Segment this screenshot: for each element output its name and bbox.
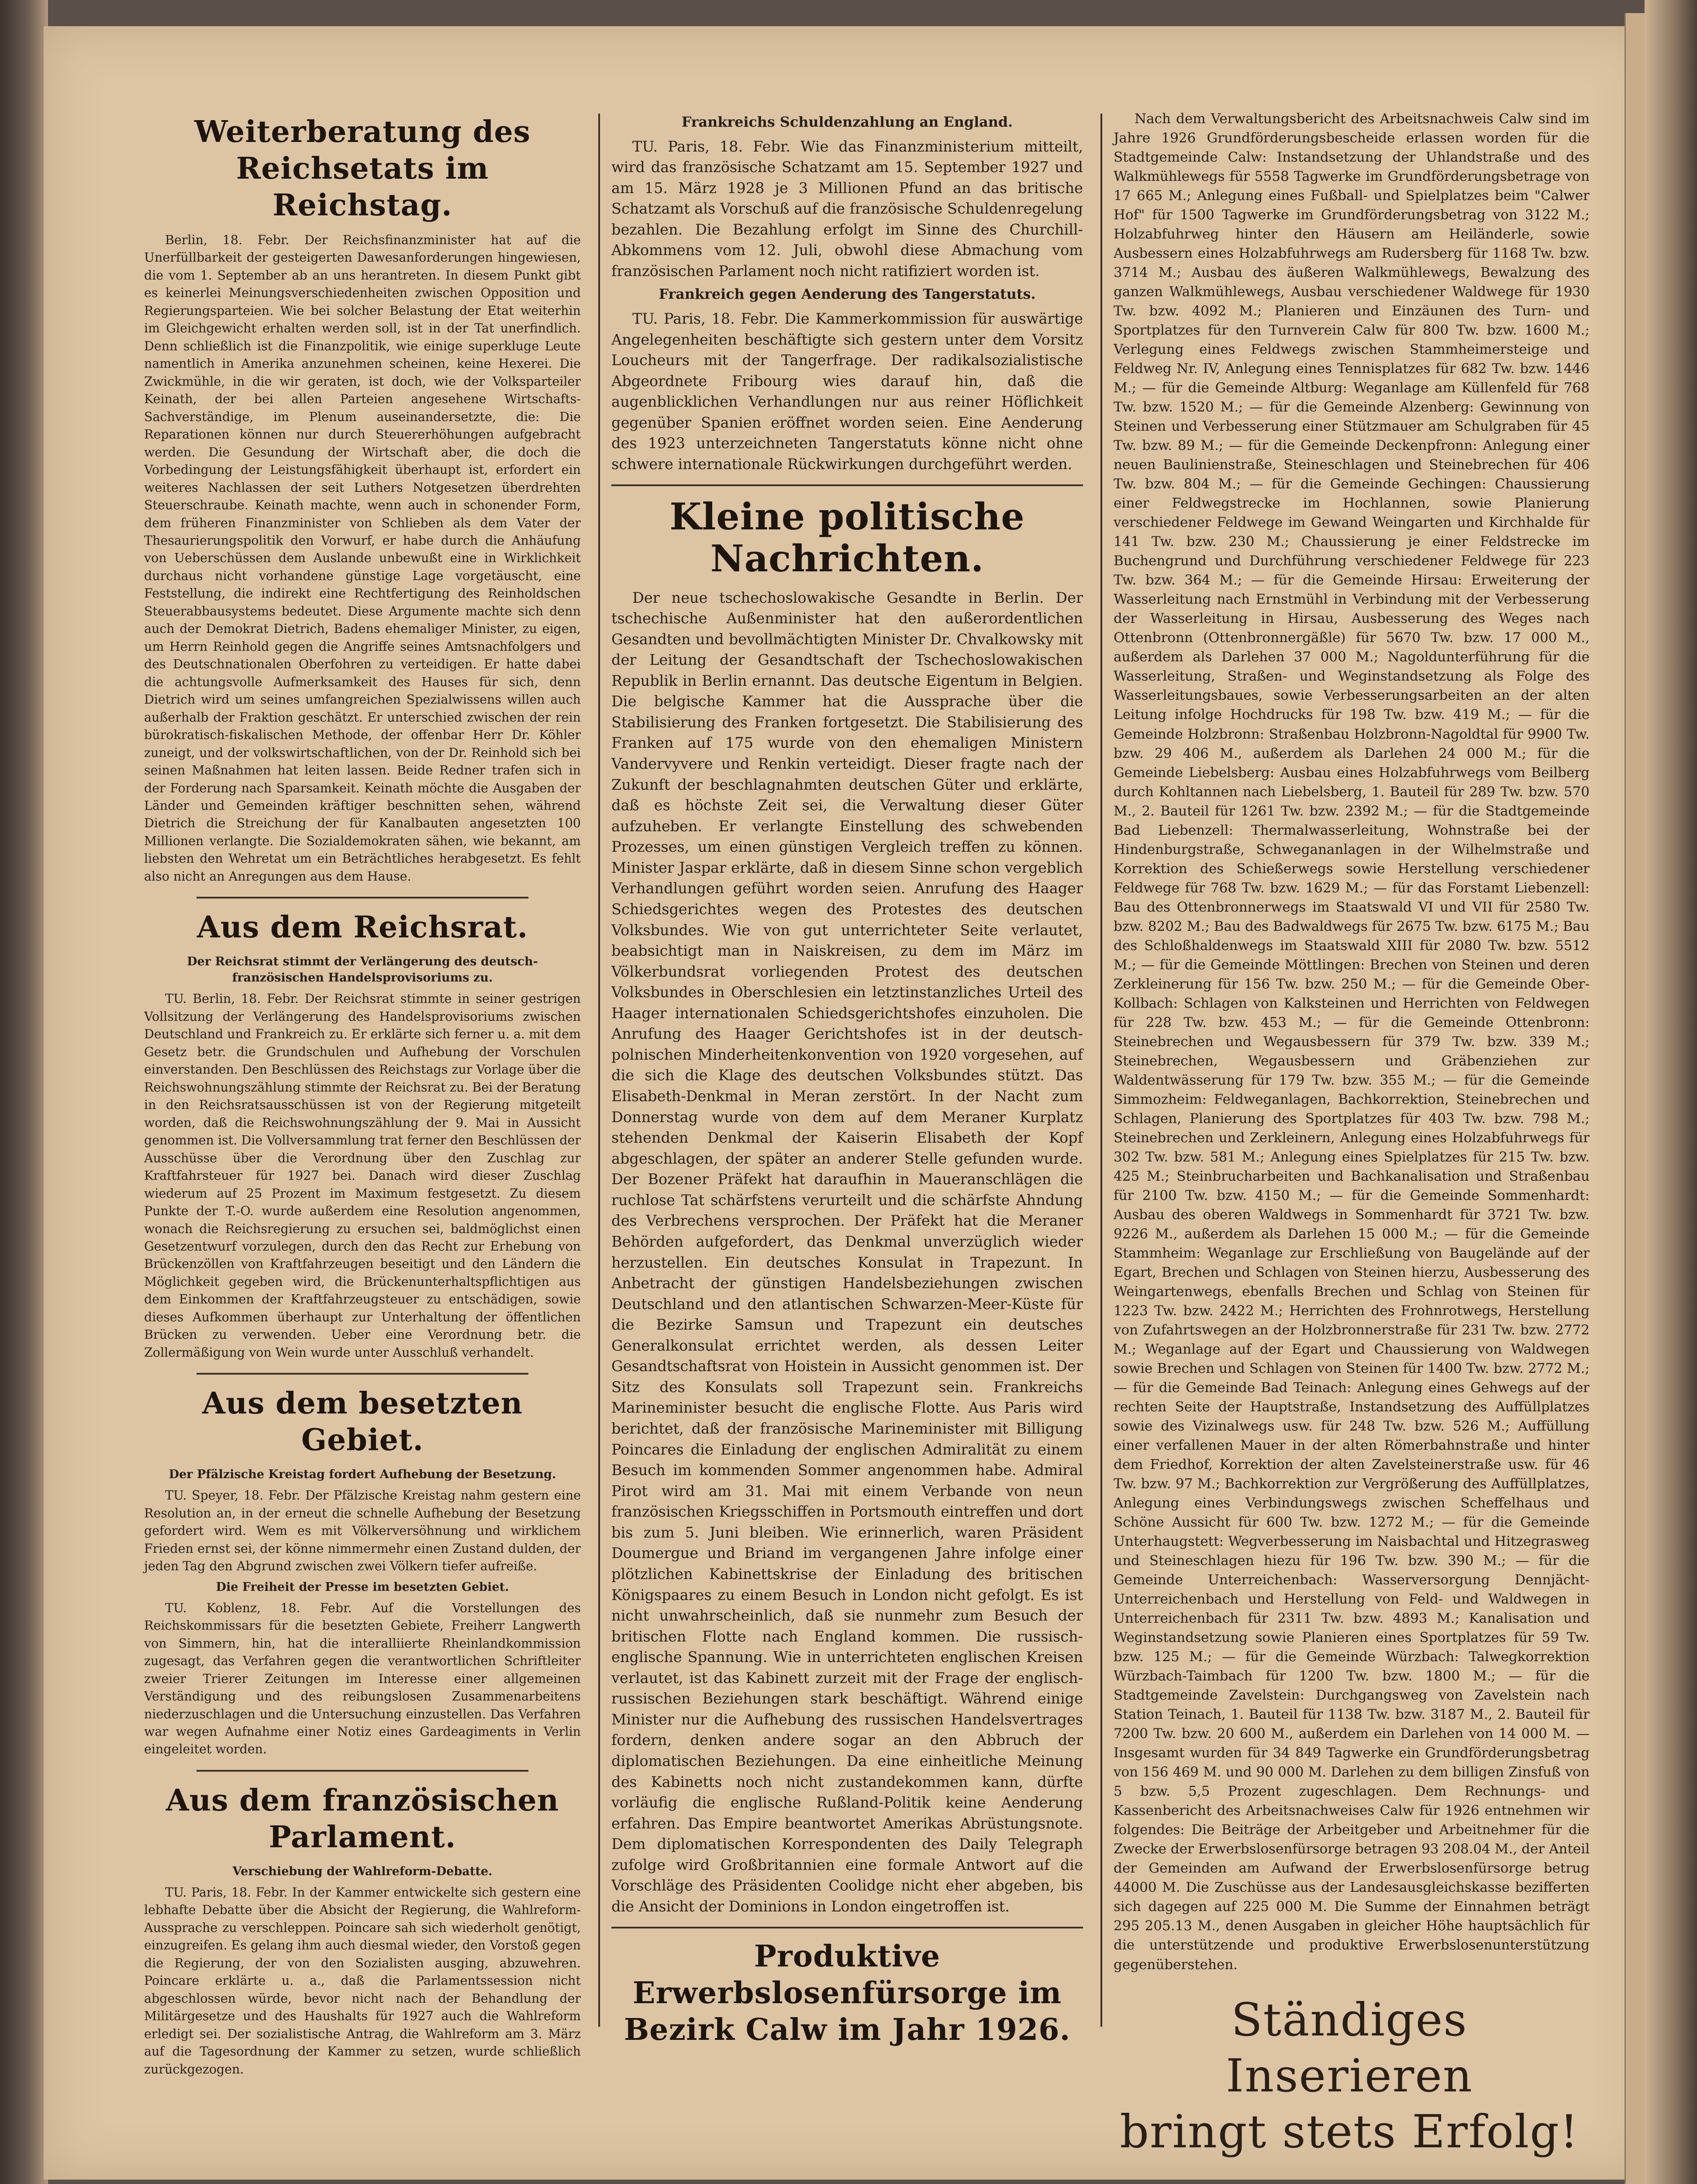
column-rule-2 [1100,114,1102,2027]
article-wahlreform-body: TU. Paris, 18. Febr. In der Kammer entwickelte sich gestern eine lebhafte Debatte über die Absicht der Regierung, die Wahlreform-Aussprache zu verschleppen. Poincare sah sich wiederholt genötigt, einzugreifen. Es gelang ihm auch diesmal wieder, den Vorstoß gegen die Regierung, der von den Sozialisten ausging, abzuwehren. Poincare erklärte u. a., daß die Parlamentssession nicht abgeschlossen würde, bevor nicht nach der Behandlung der Militärgesetze und des Haushalts für 1927 auch die Wahlreform erledigt sei. Der sozialistische Antrag, die Wahlreform am 3. März auf die Tagesordnung der Kammer zu setzen, wurde schließlich zurückgezogen. [144,1885,581,2077]
subhead-schuldenzahlung: Frankreichs Schuldenzahlung an England. [681,114,1013,130]
section-rule [611,484,1083,486]
headline-erwerbslosen: Produktive Erwerbslosenfürsorge im Bezirk Calw im Jahr 1926. [624,1939,1071,2047]
column-1 [144,109,581,2078]
ad-line-2: bringt stets Erfolg! [1120,2105,1579,2158]
headline-reichsrat: Aus dem Reichsrat. [197,910,528,945]
subhead-reichsrat: Der Reichsrat stimmt der Verlängerung des deutsch-französischen Handelsprovisoriums zu. [187,955,538,985]
advertisement-box [1118,1992,1581,2167]
section-rule [197,1770,528,1772]
article-reichsrat-body: TU. Berlin, 18. Febr. Der Reichsrat stimmte in seiner gestrigen Vollsitzung der Verlängerung des Handelsprovisoriums zwischen Deutschland und Frankreich zu. Er erklärte sich ferner u. a. mit dem Gesetz betr. die Grundschulen und Aufhebung der Vorschulen einverstanden. Den Beschlüssen des Reichstags zur Vorlage über die Reichswohnungszählung stimmte der Reichsrat zu. Bei der Beratung in den Reichsratsausschüssen ist von der Regierung mitgeteilt worden, daß die Reichswohnungszählung der 9. Mai in Aussicht genommen ist. Die Vollversammlung trat ferner den Beschlüssen der Ausschüsse über die Verordnung über den Zuschlag zur Kraftfahrsteuer für 1927 bei. Danach wird dieser Zuschlag wiederum auf 25 Prozent im Maximum festgesetzt. Zu diesem Punkte der T.-O. wurde außerdem eine Resolution angenommen, wonach die Reichsregierung zu ersuchen sei, baldmöglichst einen Gesetzentwurf vorzulegen, durch den das Recht zur Erhebung von Brückenzöllen von Kraftfahrzeugen beseitigt und den Ländern die Möglichkeit gegeben wird, die Brückenunterhaltspflichtigen aus dem Einkommen der Kraftfahrzeugsteuer zu entschädigen, sowie dieses Aufkommen überhaupt zur Unterhaltung der öffentlichen Brücken zu verwenden. Ueber eine Verordnung betr. die Zollermäßigung von Wein wurde unter Ausschluß verhandelt. [144,992,581,1360]
subhead-pressefreiheit: Die Freiheit der Presse im besetzten Gebiet. [216,1580,509,1594]
section-rule [197,1373,528,1375]
article-kleine-nachrichten-body: Der neue tschechoslowakische Gesandte in Berlin. Der tschechische Außenminister hat den außerordentlichen Gesandten und bevollmächtigten Minister Dr. Chvalkowsky mit der Leitung der Gesandtschaft der Tschechoslowakischen Republik in Berlin ernannt. Das deutsche Eigentum in Belgien. Die belgische Kammer hat die Aussprache über die Stabilisierung des Franken fortgesetzt. Die Stabilisierung des Franken auf 175 wurde von den ehemaligen Ministern Vandervyvere und Renkin verteidigt. Dieser fragte nach der Zukunft der beschlagnahmten deutschen Güter und erklärte, daß es höchste Zeit sei, die Verwaltung dieser Güter aufzuheben. Er verlangte Einstellung des schwebenden Prozesses, um einen günstigen Vergleich treffen zu können. Minister Jaspar erklärte, daß in diesem Sinne schon vergeblich Verhandlungen geführt worden seien. Anrufung des Haager Schiedsgerichtes wegen des Protestes des deutschen Volksbundes. Wie von gut unterrichteter Seite verlautet, beabsichtigt man in Naiskreisen, zu dem im März im Völkerbundsrat vorliegenden Protest des deutschen Volksbundes in Oberschlesien ein letztinstanzliches Urteil des Haager internationalen Schiedsgerichtshofes einzuholen. Die Anrufung des Haager Gerichtshofes ist in der deutsch-polnischen Minderheitenkonvention von 1920 vorgesehen, auf die sich die Klage des deutschen Volksbundes stützt. Das Elisabeth-Denkmal in Meran zerstört. In der Nacht zum Donnerstag wurde von dem auf dem Meraner Kurplatz stehenden Denkmal der Kaiserin Elisabeth der Kopf abgeschlagen, der später an anderer Stelle gefunden wurde. Der Bozener Präfekt hat daraufhin in Maueranschlägen die ruchlose Tat schärfstens verurteilt und die schärfste Ahndung des Verbrechens versprochen. Der Präfekt hat die Meraner Behörden aufgefordert, das Denkmal unverzüglich wieder herzustellen. Ein deutsches Konsulat in Trapezunt. In Anbetracht der günstigen Handelsbeziehungen zwischen Deutschland und den atlantischen Schwarzen-Meer-Küste für die Bezirke Samsun und Trapezunt ein deutsches Generalkonsulat errichtet werden, als dessen Leiter Gesandtschaftsrat von Hoistein in Aussicht genommen ist. Der Sitz des Konsulats soll Trapezunt sein. Frankreichs Marineminister besucht die englische Flotte. Aus Paris wird berichtet, daß der französische Marineminister mit Billigung Poincares die Einladung der englischen Admiralität zu einem Besuch im kommenden Sommer angenommen habe. Admiral Pirot wird am 31. Mai mit einem Verbande von neun französischen Kriegsschiffen in Portsmouth eintreffen und dort bis zum 5. Juni bleiben. Wie erinnerlich, waren Präsident Doumergue und Briand im vergangenen Jahre infolge einer plötzlichen Kabinettskrise der Einladung des britischen Königspaares zu einem Besuch in London nicht gefolgt. Es ist nicht unwahrscheinlich, daß sie nunmehr zum Besuch der britischen Flotte nach England kommen. Die russisch-englische Spannung. Wie in unterrichteten englischen Kreisen verlautet, ist das Kabinett zurzeit mit der Frage der englisch-russischen Beziehungen stark beschäftigt. Während einige Minister nur die Aufhebung des russischen Handelsvertrages fordern, denken andere sogar an den Abbruch der diplomatischen Beziehungen. Da eine einheitliche Meinung des Kabinetts noch nicht zustandekommen kann, dürfte vorläufig die englische Rußland-Politik keine Aenderung erfahren. Das Empire beantwortet Amerikas Abrüstungsnote. Dem diplomatischen Korrespondenten des Daily Telegraph zufolge wird Großbritannien eine formale Antwort auf die Vorschläge des Präsidenten Coolidge nicht eher abgeben, bis die Ansicht der Dominions in London eingetroffen ist. [611,589,1083,1915]
article-schuldenzahlung-body: TU. Paris, 18. Febr. Wie das Finanzministerium mitteilt, wird das französische Schatzamt am 15. September 1927 und am 15. März 1928 je 3 Millionen Pfund an das britische Schatzamt als Vorschuß auf die französische Schuldenregelung bezahlen. Die Bezahlung erfolgt im Sinne des Churchill-Abkommens vom 12. Juli, obwohl diese Abmachung vom französischen Parlament noch nicht ratifiziert worden ist. [611,138,1083,280]
column-rule-1 [598,114,600,2027]
headline-reichsetat: Weiterberatung des Reichsetats im Reichstag. [194,114,531,223]
subhead-tangerstatut: Frankreich gegen Aenderung des Tangerstatuts. [659,286,1036,303]
article-reichsetat-body: Berlin, 18. Febr. Der Reichsfinanzminister hat auf die Unerfüllbarkeit der gesteigerten Dawesanforderungen hingewiesen, die vom 1. September ab an uns herantreten. In diesem Punkt gibt es keinerlei Meinungsverschiedenheiten zwischen Opposition und Regierungsparteien. Wie bei solcher Belastung der Etat weiterhin im Gleichgewicht erhalten werden soll, ist in der Tat unerfindlich. Denn schließlich ist die Finanzpolitik, wie einige superkluge Leute namentlich in Amerika anzunehmen scheinen, keine Hexerei. Die Zwickmühle, in die wir geraten, ist doch, wie der Volksparteiler Keinath, der bei allen Parteien angesehene Wirtschafts-Sachverständige, im Plenum auseinandersetzte, die: Die Reparationen können nur durch Steuererhöhungen aufgebracht werden. Die Gesundung der Wirtschaft aber, die doch die Vorbedingung der Leistungsfähigkeit überhaupt ist, erfordert ein weiteres Nachlassen der seit Luthers Notgesetzen überdrehten Steuerschraube. Keinath machte, wenn auch in schonender Form, dem früheren Finanzminister von Schlieben als dem Vater der Thesaurierungspolitik den Vorwurf, er habe durch die Anhäufung von Ueberschüssen dem Auslande unbewußt eine in Wirklichkeit durchaus nicht vorhandene günstige Lage vorgetäuscht, eine Feststellung, die indirekt eine Rechtfertigung des Reinholdschen Steuerabbausystems bedeutet. Diese Argumente machte sich denn auch der Demokrat Dietrich, Badens ehemaliger Minister, zu eigen, um Herrn Reinhold gegen die Angriffe seines Amtsnachfolgers und des Deutschnationalen Oberfohren zu verteidigen. Er hatte dabei die achtungsvolle Aufmerksamkeit des Hauses für sich, denn Dietrich wird um seines umfangreichen Spezialwissens willen auch außerhalb der Fraktion geschätzt. Er unterschied zwischen der rein bürokratisch-fiskalischen Methode, der offenbar Herr Dr. Köhler zuneigt, und der volkswirtschaftlichen, von der Dr. Reinhold sich bei seinen Maßnahmen hat leiten lassen. Beide Redner trafen sich in der Forderung nach Sparsamkeit. Keinath möchte die Ausgaben der Länder und Gemeinden kräftiger beschnitten sehen, während Dietrich die Streichung der für Kanalbauten angesetzten 100 Millionen verlangte. Die Sozialdemokraten sähen, wie bekannt, am liebsten den Wehretat um ein Beträchtliches herabgesetzt. Es fehlt also nicht an Anregungen aus dem Hause. [144,233,581,884]
column-3 [1114,109,1590,1974]
subhead-wahlreform: Verschiebung der Wahlreform-Debatte. [232,1864,493,1878]
headline-kleine-nachrichten: Kleine politische Nachrichten. [669,494,1025,580]
article-pressefreiheit-body: TU. Koblenz, 18. Febr. Auf die Vorstellungen des Reichskommissars für die besetzten Gebiete, Freiherr Langwerth von Simmern, hin, hat die interalliierte Rheinlandkommission zugesagt, das Verfahren gegen die verantwortlichen Schriftleiter zweier Trierer Zeitungen im Interesse einer allgemeinen Verständigung und des reibungslosen Zusammenarbeitens niederzuschlagen und die Untersuchung einzustellen. Das Verfahren war wegen Aufnahme einer Notiz eines Gardeagiments in Verlin eingeleitet worden. [144,1600,581,1757]
headline-besetztes-gebiet: Aus dem besetzten Gebiet. [202,1386,523,1458]
column-2 [611,109,1083,2056]
scan-edge-right [1645,0,1697,2184]
article-kreistag-body: TU. Speyer, 18. Febr. Der Pfälzische Kreistag nahm gestern eine Resolution an, in der erneut die schnelle Aufhebung der Besetzung gefordert wird. Wem es mit Völkerversöhnung und wirklichem Frieden ernst sei, der könne nimmermehr einen Zustand dulden, der jeden Tag den Abgrund zwischen zwei Völkern tiefer aufreiße. [144,1488,581,1574]
section-rule [197,897,528,898]
article-tangerstatut-body: TU. Paris, 18. Febr. Die Kammerkommission für auswärtige Angelegenheiten beschäftigte sich gestern unter dem Vorsitz Loucheurs mit der Tangerfrage. Der radikalsozialistische Abgeordnete Fribourg wies darauf hin, daß die augenblicklichen Verhandlungen nur aus reiner Höflichkeit gegenüber Spanien eröffnet worden seien. Eine Aenderung des 1923 unterzeichneten Tangerstatuts könne nicht ohne schwere internationale Rückwirkungen durchgeführt werden. [611,310,1083,473]
scan-edge-left [0,0,48,2184]
headline-franz-parlament: Aus dem französischen Parlament. [166,1783,559,1855]
article-erwerbslosen-body: Nach dem Verwaltungsbericht des Arbeitsnachweis Calw sind im Jahre 1926 Grundförderungsbescheide erlassen worden für die Stadtgemeinde Calw: Instandsetzung der Uhlandstraße und des Walkmühlewegs für 5558 Tagwerke im Grundförderungsbetrage von 17 665 M.; Anlegung eines Fußball- und Spielplatzes beim "Calwer Hof" für 1500 Tagwerke im Grundförderungsbetrag von 3122 M.; Holzabfuhrweg hinter den Häusern am Heiländerle, sowie Ausbessern eines Holzabfuhrwegs am Rudersberg für 1168 Tw. bzw. 3714 M.; Ausbau des äußeren Walkmühlewegs, Bewalzung des ganzen Walkmühlewegs, Ausbau verschiedener Waldwege für 1930 Tw. bzw. 4092 M.; Planieren und Einzäunen des Turn- und Sportplatzes für den Turnverein Calw für 800 Tw. bzw. 1600 M.; Verlegung eines Feldwegs zwischen Stammheimersteige und Feldweg Nr. IV, Anlegung eines Tennisplatzes für 682 Tw. bzw. 1446 M.; — für die Gemeinde Altburg: Weganlage am Küllenfeld für 768 Tw. bzw. 1520 M.; — für die Gemeinde Alzenberg: Gewinnung von Steinen und Verbesserung einer Stützmauer am Schulgraben für 45 Tw. bzw. 89 M.; — für die Gemeinde Deckenpfronn: Anlegung einer neuen Baulinienstraße, Steineschlagen und Steinebrechen für 406 Tw. bzw. 804 M.; — für die Gemeinde Gechingen: Chaussierung einer Feldwegstrecke im Hochlannen, sowie Planierung verschiedener Feldwege im Gewand Weingarten und Kirchhalde für 141 Tw. bzw. 230 M.; Chaussierung je einer Feldstrecke im Buchengrund und Durchführung verschiedener Feldwege für 223 Tw. bzw. 364 M.; — für die Gemeinde Hirsau: Erweiterung der Wasserleitung nach Ernstmühl in Verbindung mit der Verbesserung der Wasserleitung in Hirsau, Ausbesserung des Weges nach Ottenbronn (Ottenbronnergäßle) für 5670 Tw. bzw. 17 000 M., außerdem als Darlehen 37 000 M.; Nagoldunterführung für die Wasserleitung, Straßen- und Weginstandsetzung als Folge des Wasserleitungsbaues, sowie Verbesserungsarbeiten an der alten Leitung infolge Hochdrucks für 198 Tw. bzw. 419 M.; — für die Gemeinde Holzbronn: Straßenbau Holzbronn-Nagoldtal für 9900 Tw. bzw. 29 406 M., außerdem als Darlehen 24 000 M.; für die Gemeinde Liebelsberg: Ausbau eines Holzabfuhrwegs vom Beilberg durch Kohltannen nach Liebelsberg, 1. Bauteil für 289 Tw. bzw. 570 M., 2. Bauteil für 1261 Tw. bzw. 2392 M.; — für die Stadtgemeinde Bad Liebenzell: Thermalwasserleitung, Wohnstraße bei der Hindenburgstraße, Schwegananlagen in der Wilhelmstraße und Korrektion des Schießerwegs sowie Herstellung verschiedener Feldwege für 768 Tw. bzw. 1629 M.; — für das Forstamt Liebenzell: Bau des Ottenbronnerwegs im Staatswald VI und VII für 2580 Tw. bzw. 8202 M.; Bau des Badwaldwegs für 2675 Tw. bzw. 6175 M.; Bau des Schloßhaldenwegs im Staatswald XIII für 2080 Tw. bzw. 5512 M.; — für die Gemeinde Möttlingen: Brechen von Steinen und deren Zerkleinerung für 156 Tw. bzw. 250 M.; — für die Gemeinde Ober-Kollbach: Schlagen von Kalksteinen und Herrichten von Feldwegen für 228 Tw. bzw. 453 M.; — für die Gemeinde Ottenbronn: Steinebrechen und Wegausbessern für 379 Tw. bzw. 339 M.; Steinebrechen, Wegausbessern und Gräbenziehen zur Waldentwässerung für 179 Tw. bzw. 355 M.; — für die Gemeinde Simmozheim: Feldweganlagen, Bachkorrektion, Steinebrechen und Schlagen, Planierung des Sportplatzes für 403 Tw. bzw. 798 M.; Steinebrechen und Zerkleinern, Anlegung eines Holzabfuhrwegs für 302 Tw. bzw. 581 M.; Anlegung eines Spielplatzes für 215 Tw. bzw. 425 M.; Steinbrucharbeiten und Bachkanalisation und Straßenbau für 2100 Tw. bzw. 4150 M.; — für die Gemeinde Sommenhardt: Ausbau des oberen Waldwegs in Sommenhardt für 3721 Tw. bzw. 9226 M., außerdem als Darlehen 15 000 M.; — für die Gemeinde Stammheim: Weganlage zur Erschließung von Baugelände auf der Egart, Brechen und Schlagen von Steinen hierzu, Ausbesserung des Weingartenwegs, ebenfalls Brechen und Schlag von Steinen für 1223 Tw. bzw. 2422 M.; Herrichten des Frohnrotwegs, Herstellung von Zufahrtswegen an der Holzbronnerstraße für 231 Tw. bzw. 2772 M.; Weganlage auf der Egart und Chaussierung von Waldwegen sowie Brechen und Schlagen von Steinen für 1400 Tw. bzw. 2772 M.; — für die Gemeinde Bad Teinach: Anlegung eines Gehwegs auf der rechten Seite der Hauptstraße, Instandsetzung des Auffüllplatzes sowie des Vizinalwegs usw. für 248 Tw. bzw. 526 M.; Auffüllung einer verfallenen Mauer in der alten Römerbahnstraße und hinter dem Friedhof, Korrektion der alten Zavelsteinerstraße usw. für 46 Tw. bzw. 97 M.; Bachkorrektion zur Vergrößerung des Auffüllplatzes, Anlegung eines Verbindungswegs zwischen Scheffelhaus und Schöne Aussicht für 600 Tw. bzw. 1272 M.; — für die Gemeinde Unterhaugstett: Wegverbesserung im Naisbachtal und Hitzegrasweg und Steineschlagen hiezu für 196 Tw. bzw. 390 M.; — für die Gemeinde Unterreichenbach: Wasserversorgung Dennjächt-Unterreichenbach und Herstellung von Feld- und Waldwegen in Unterreichenbach für 2311 Tw. bzw. 4893 M.; Kanalisation und Weginstandsetzung sowie Planieren eines Sportplatzes für 59 Tw. bzw. 125 M.; — für die Gemeinde Würzbach: Talwegkorrektion Würzbach-Taimbach für 1200 Tw. bzw. 1800 M.; — für die Stadtgemeinde Zavelstein: Durchgangsweg von Zavelstein nach Station Teinach, 1. Bauteil für 1138 Tw. bzw. 3187 M., 2. Bauteil für 7200 Tw. bzw. 20 600 M., außerdem ein Darlehen von 14 000 M. — Insgesamt wurden für 34 849 Tagwerke ein Grundförderungsbetrag von 156 469 M. und 90 000 M. Darlehen zu dem billigen Zinsfuß von 5 bzw. 5,5 Prozent zugeschlagen. Dem Rechnungs- und Kassenbericht des Arbeitsnachweises Calw für 1926 entnehmen wir folgendes: Die Beiträge der Arbeitgeber und Arbeitnehmer für die Zwecke der Erwerbslosenfürsorge betragen 93 208.04 M., der Anteil der Gemeinden am Aufwand der Erwerbslosenfürsorge betrug 44000 M. Die Zuschüsse aus der Landesausgleichskasse bezifferten sich dagegen auf 225 000 M. Die Summe der Einnahmen beträgt 295 205.13 M., denen Ausgaben in gleicher Höhe hauptsächlich für die unterstützende und produktive Erwerbslosenunterstützung gegenüberstehen. [1114,111,1590,1973]
subhead-kreistag: Der Pfälzische Kreistag fordert Aufhebung der Besetzung. [169,1468,556,1482]
section-rule [611,1927,1083,1928]
ad-line-1: Ständiges Inserieren [1226,1993,1473,2102]
